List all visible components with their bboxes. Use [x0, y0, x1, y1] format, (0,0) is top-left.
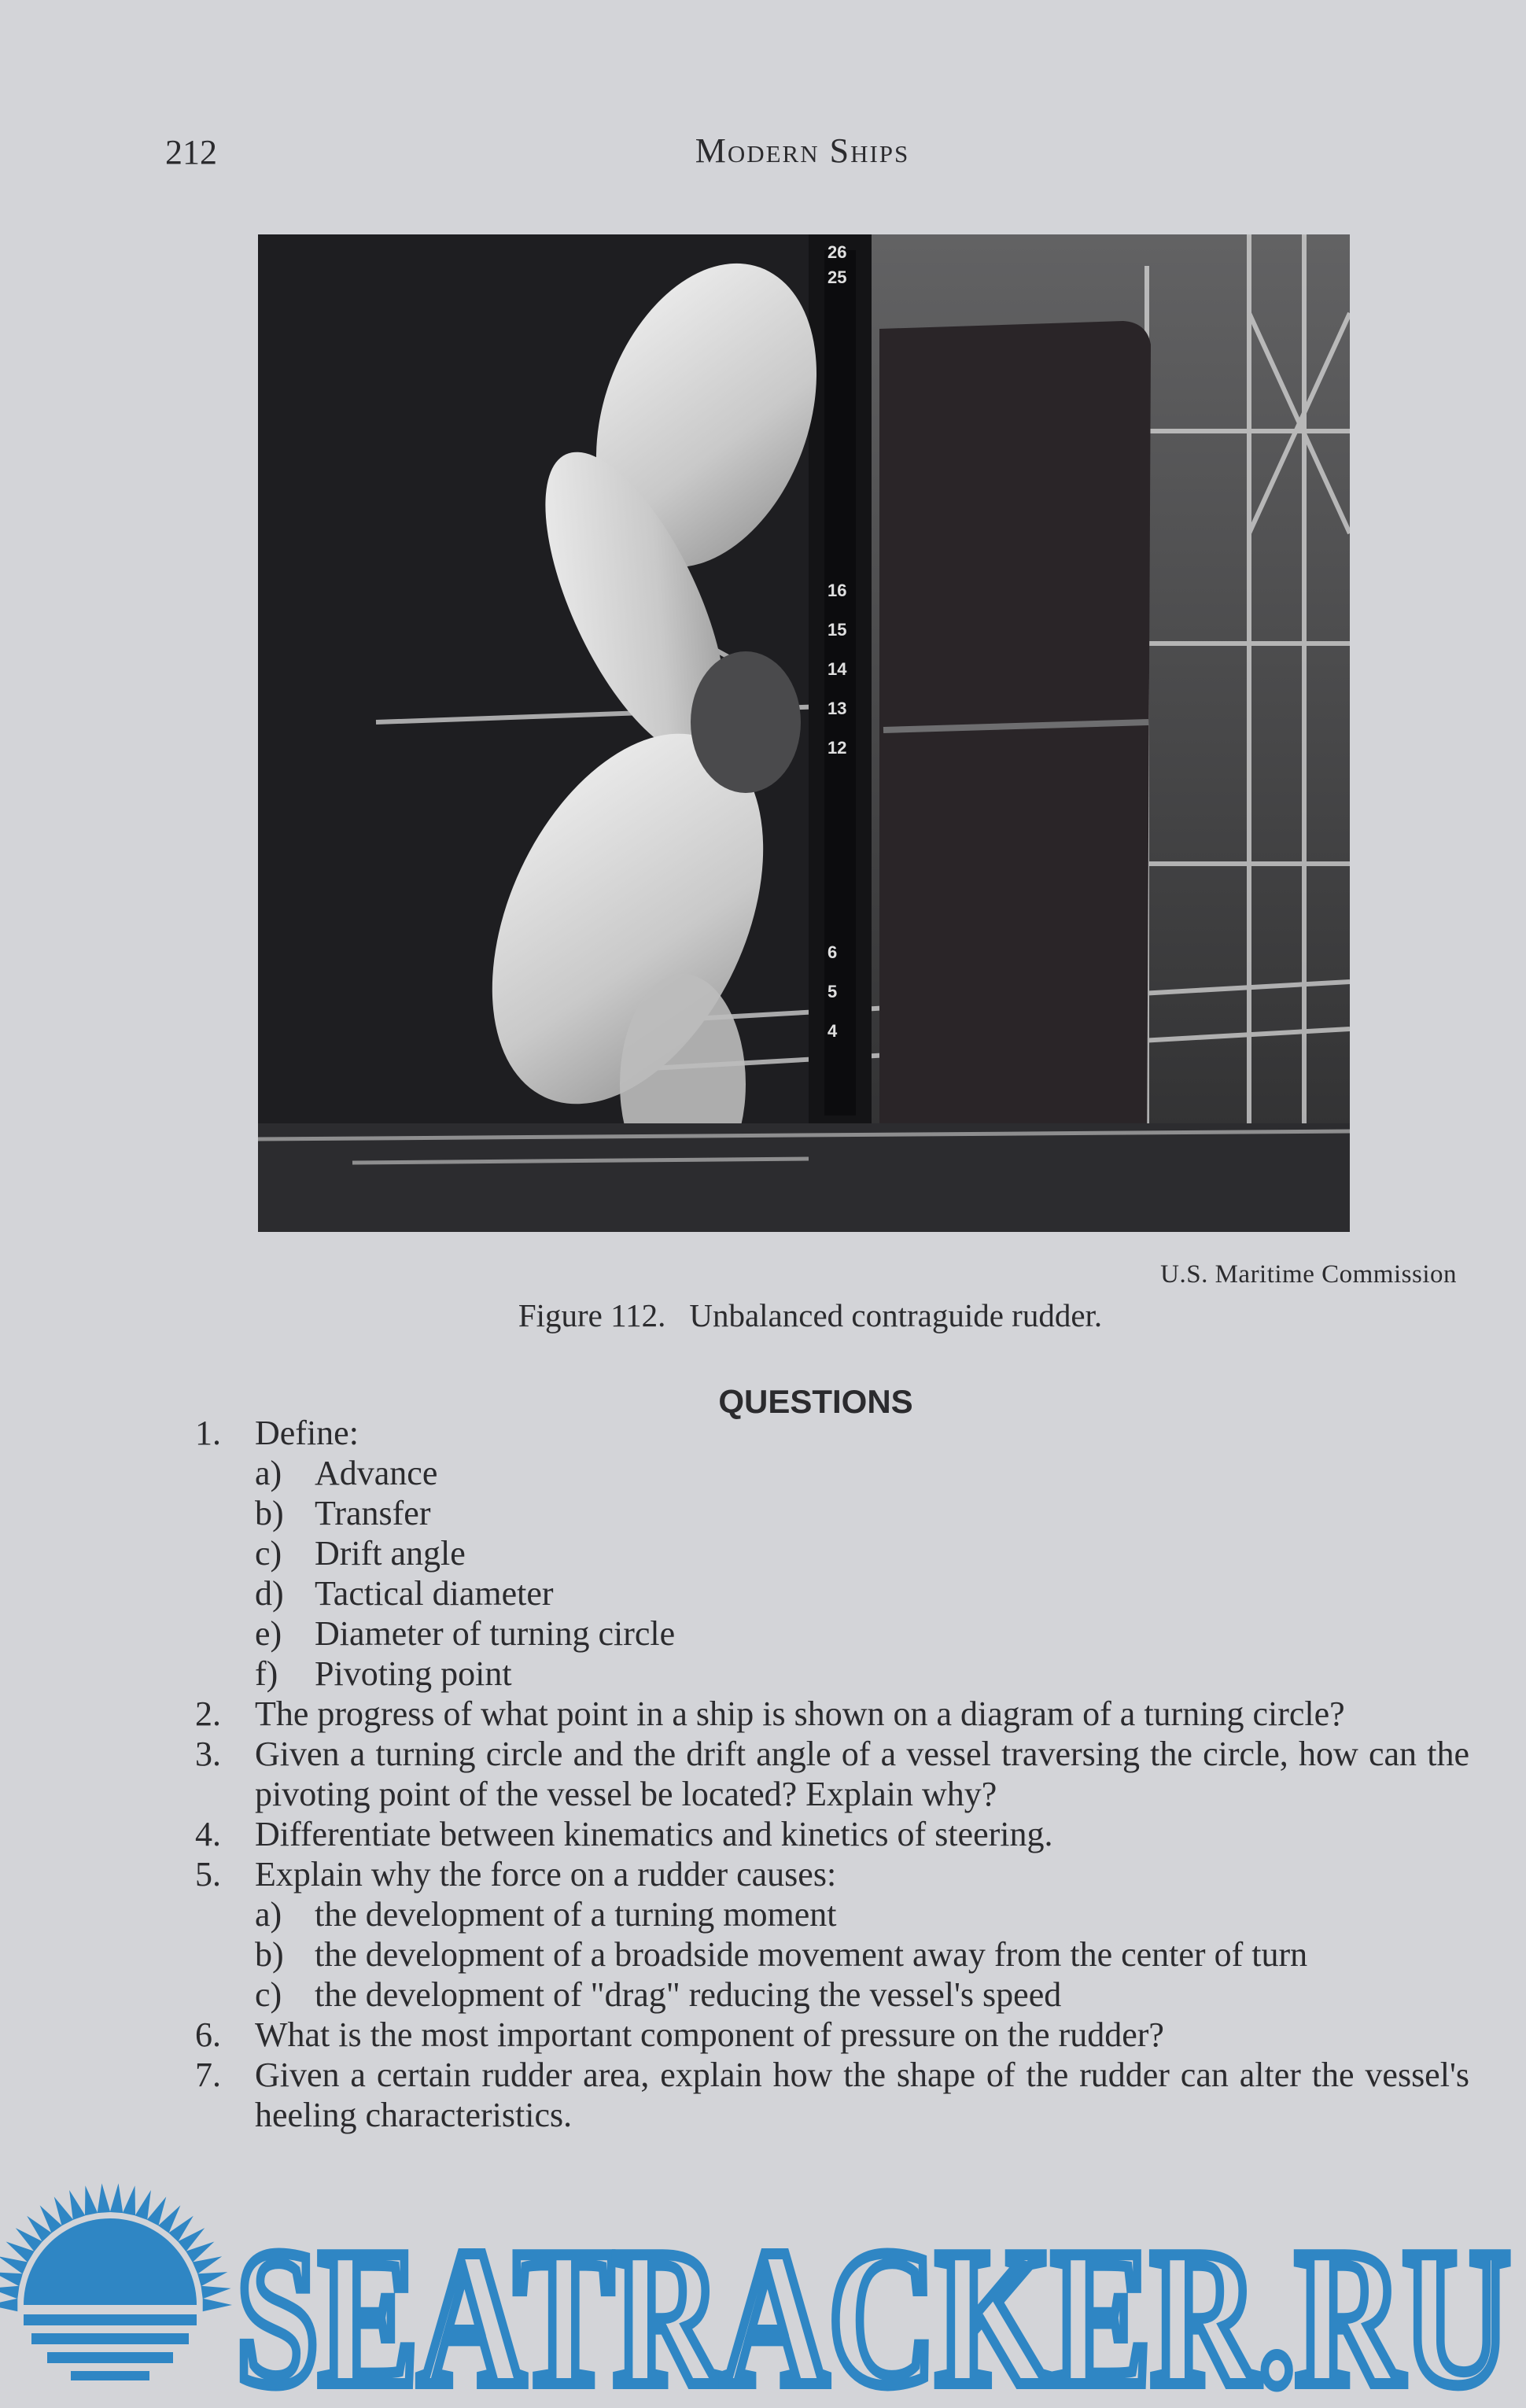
sun-ray — [0, 2299, 17, 2312]
question-item — [195, 1814, 1469, 1854]
sub-item — [255, 1975, 1469, 2015]
question-item — [195, 2015, 1469, 2055]
question-number: 2. — [195, 1694, 221, 1733]
question-number: 7. — [195, 2056, 221, 2094]
sun-ray — [197, 2272, 227, 2286]
sub-text: Transfer — [315, 1494, 431, 1532]
draft-mark: 6 — [828, 942, 838, 962]
sub-item — [255, 1493, 1469, 1533]
sun-ray — [85, 2185, 98, 2215]
sub-letter: e) — [255, 1614, 282, 1653]
sub-text: the development of "drag" reducing the vessel's speed — [315, 1975, 1062, 2014]
sub-letter: f) — [255, 1654, 278, 1693]
question-item — [195, 2055, 1469, 2135]
sub-letter: d) — [255, 1574, 284, 1613]
watermark — [0, 2179, 1526, 2408]
sub-text: Advance — [315, 1454, 438, 1492]
question-text: Define: — [255, 1414, 359, 1452]
sun-logo-icon — [0, 2183, 232, 2380]
question-text: Differentiate between kinematics and kinetics of steering. — [255, 1815, 1053, 1853]
question-text: The progress of what point in a ship is shown on a diagram of a turning circle? — [255, 1694, 1345, 1733]
questions-heading: QUESTIONS — [718, 1383, 913, 1420]
draft-mark: 16 — [828, 581, 847, 600]
question-number: 4. — [195, 1815, 221, 1853]
question-list — [195, 1413, 1469, 2135]
propeller-rudder-photo — [258, 234, 1350, 1232]
sub-text: the development of a turning moment — [315, 1895, 837, 1934]
sub-letter: b) — [255, 1935, 284, 1974]
question-text: Explain why the force on a rudder causes: — [255, 1855, 837, 1894]
sun-ray — [98, 2183, 110, 2213]
watermark-text: SEATRACKER.RU — [236, 2209, 1510, 2408]
figure-caption — [0, 1296, 1526, 1334]
sun-ray — [203, 2299, 232, 2312]
sun-ray — [201, 2286, 230, 2299]
draft-mark: 14 — [828, 659, 847, 679]
sub-item — [255, 1573, 1469, 1613]
draft-mark: 26 — [828, 242, 847, 262]
figure-photo — [258, 234, 1350, 1232]
sub-item — [255, 1533, 1469, 1573]
question-number: 5. — [195, 1855, 221, 1894]
sun-ray — [69, 2190, 85, 2220]
sun-ray — [110, 2183, 123, 2213]
sub-text: Tactical diameter — [315, 1574, 554, 1613]
sub-letter: a) — [255, 1454, 282, 1492]
sub-letter: c) — [255, 1534, 282, 1573]
sub-item — [255, 1934, 1469, 1975]
sun-ray — [123, 2185, 135, 2215]
sun-ray — [0, 2256, 28, 2273]
sub-item — [255, 1654, 1469, 1694]
sub-letter: a) — [255, 1895, 282, 1934]
watermark-graphic — [0, 2179, 1526, 2408]
draft-mark: 15 — [828, 620, 847, 640]
draft-mark: 4 — [828, 1021, 838, 1041]
sub-item — [255, 1613, 1469, 1654]
question-text: What is the most important component of pressure on the rudder? — [255, 2015, 1164, 2054]
sun-ray — [135, 2190, 151, 2220]
question-number: 3. — [195, 1735, 221, 1773]
sun-ray — [193, 2256, 222, 2273]
page-number: 212 — [165, 133, 217, 171]
sub-text: the development of a broadside movement away from the center of turn — [315, 1935, 1308, 1974]
question-number: 1. — [195, 1414, 221, 1452]
sub-item — [255, 1894, 1469, 1934]
draft-mark: 13 — [828, 699, 847, 718]
running-title: Modern Ships — [695, 131, 910, 170]
figure-label: Figure 112. — [518, 1297, 666, 1333]
sub-item — [255, 1453, 1469, 1493]
sun-ray — [0, 2272, 23, 2286]
sub-text: Diameter of turning circle — [315, 1614, 676, 1653]
figure-caption-text: Unbalanced contraguide rudder. — [689, 1297, 1103, 1333]
question-item — [195, 1413, 1469, 1694]
sub-letter: b) — [255, 1494, 284, 1532]
draft-mark: 5 — [828, 982, 838, 1001]
question-text: Given a turning circle and the drift angle of a vessel traversing the circle, how can the pivoting point of the vessel be located? Explain why? — [255, 1735, 1469, 1813]
sub-text: Pivoting point — [315, 1654, 512, 1693]
question-text: Given a certain rudder area, explain how the shape of the rudder can alter the vessel's heeling characteristics. — [255, 2056, 1469, 2134]
question-item — [195, 1694, 1469, 1734]
sun-ray — [0, 2286, 20, 2299]
sub-letter: c) — [255, 1975, 282, 2014]
question-number: 6. — [195, 2015, 221, 2054]
question-item — [195, 1854, 1469, 2015]
photo-credit: U.S. Maritime Commission — [1160, 1260, 1457, 1289]
sub-text: Drift angle — [315, 1534, 466, 1573]
draft-mark: 25 — [828, 267, 847, 287]
draft-mark: 12 — [828, 738, 847, 758]
question-item — [195, 1734, 1469, 1814]
